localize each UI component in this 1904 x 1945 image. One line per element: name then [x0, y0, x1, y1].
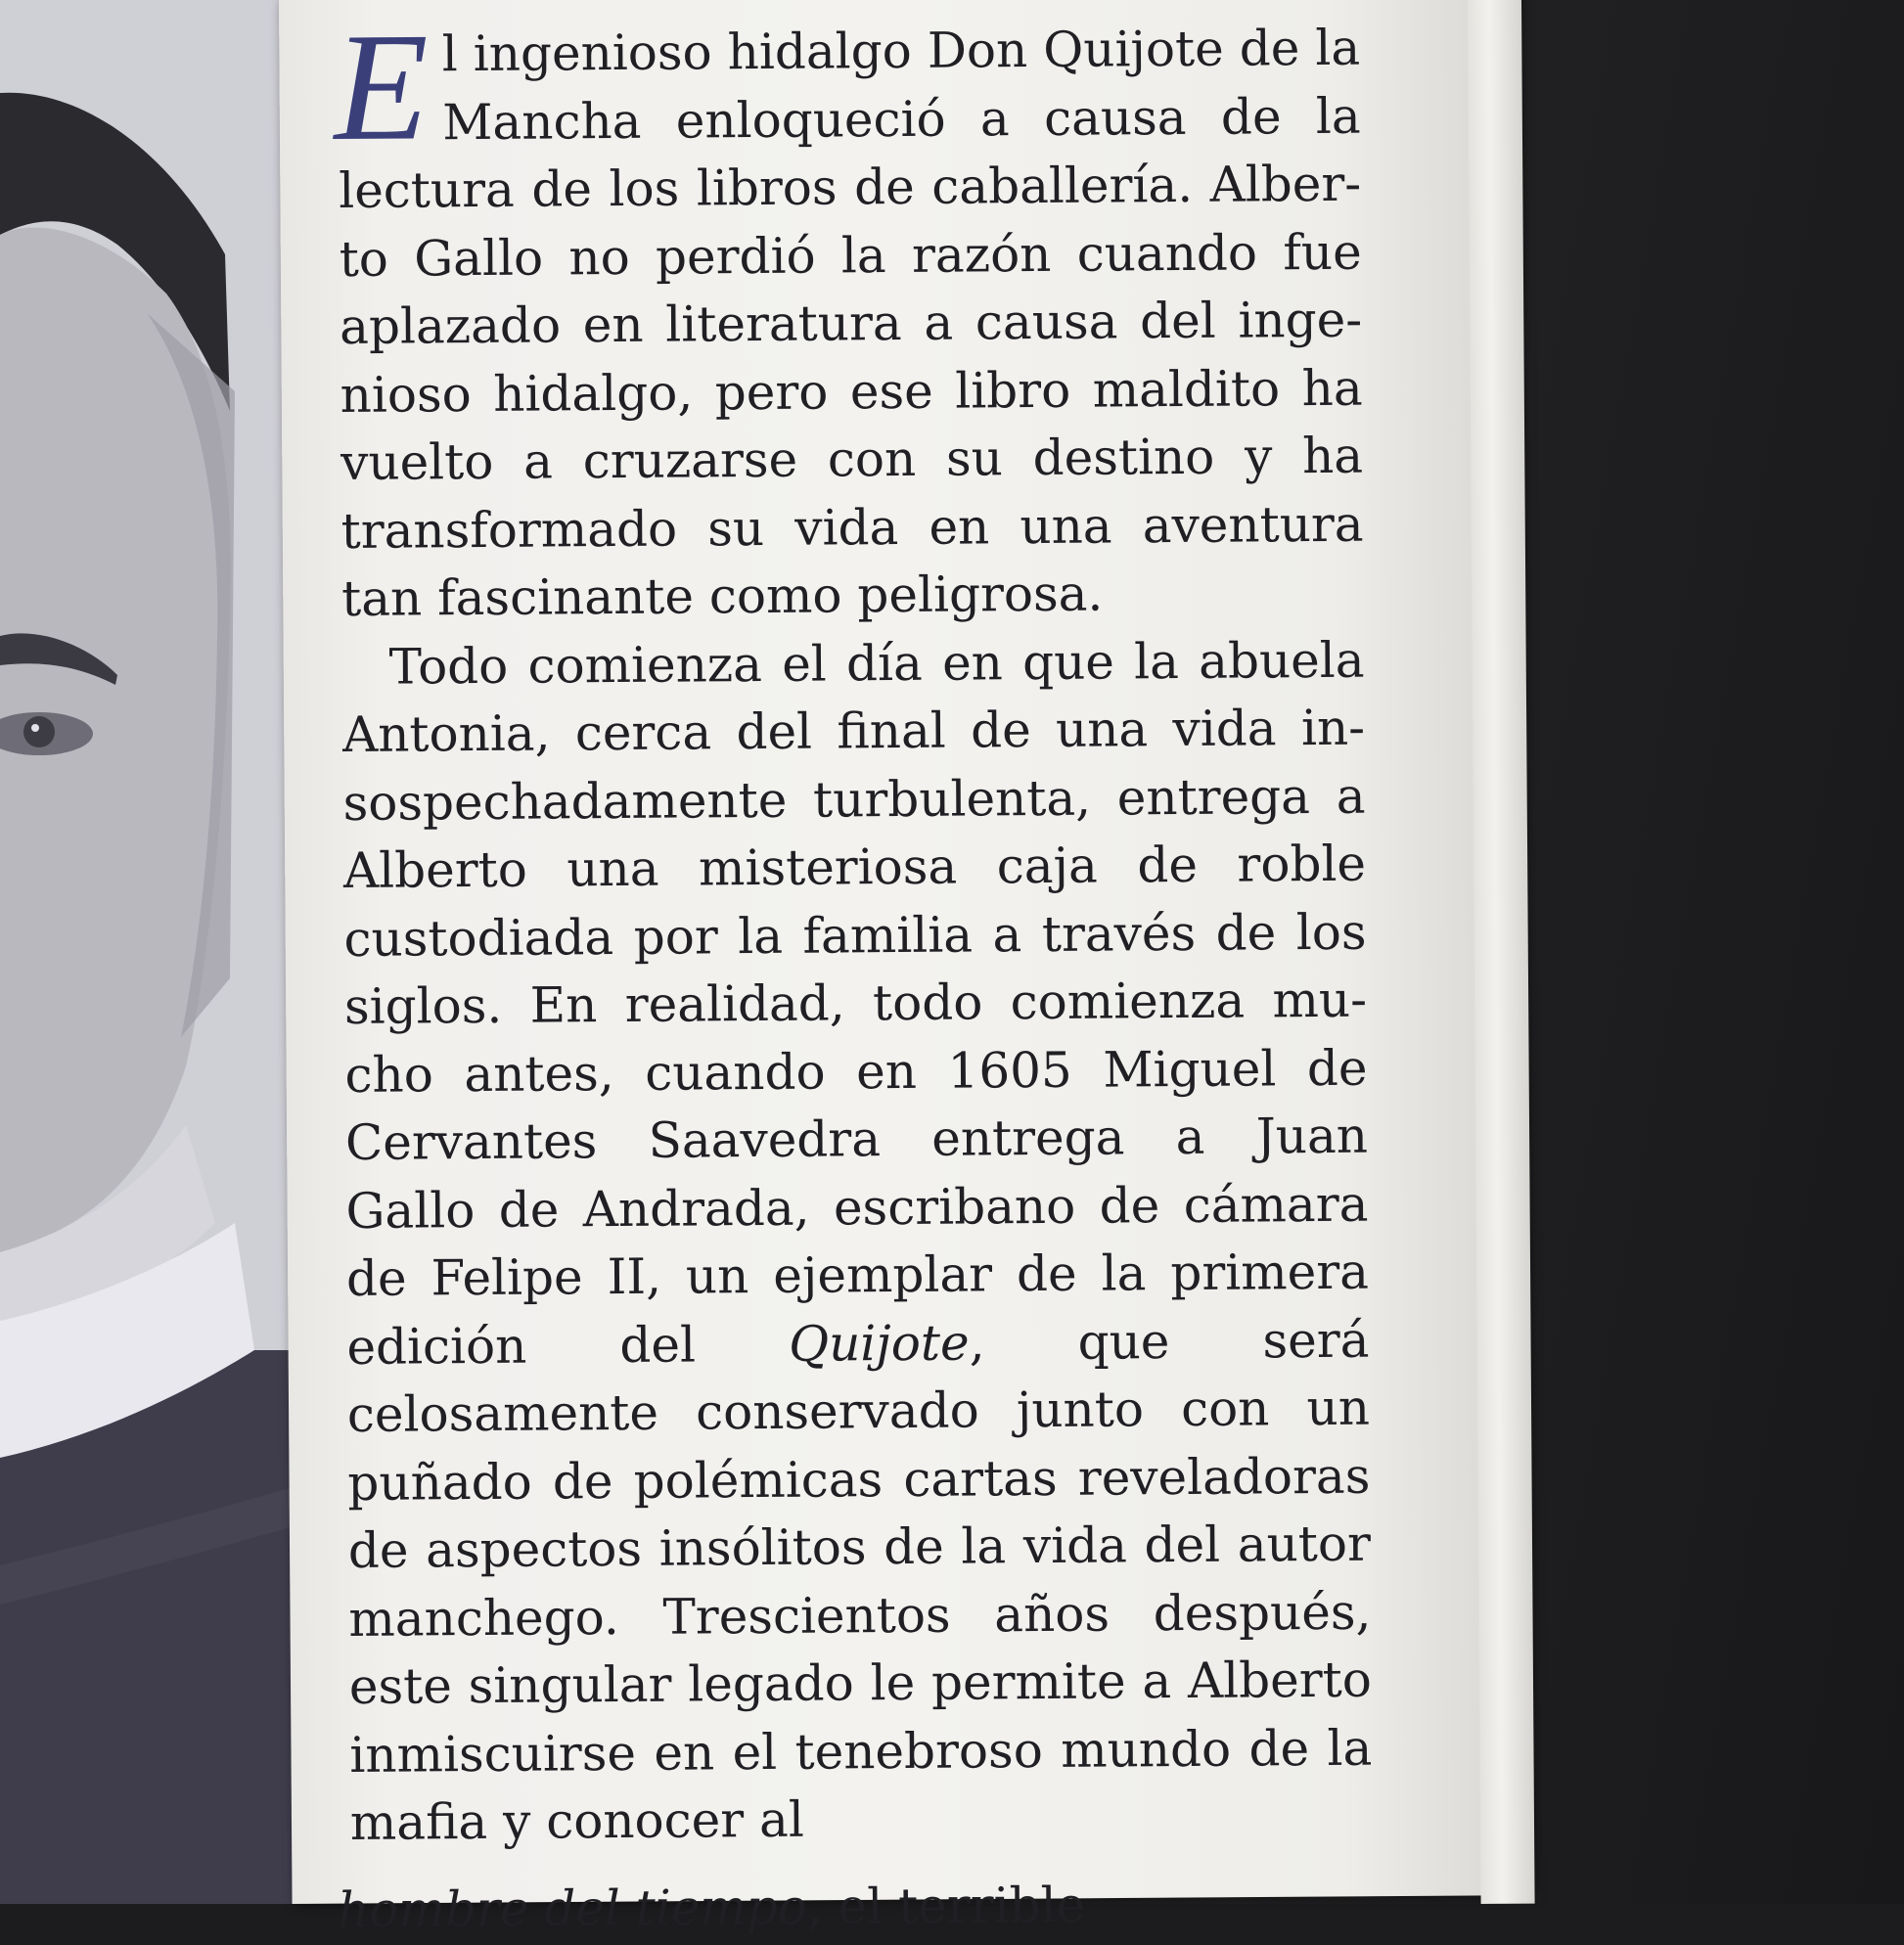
author-portrait-illustration: [0, 0, 294, 1904]
author-photo: [0, 0, 294, 1904]
synopsis-text: [333, 1, 1373, 1858]
synopsis-paragraph-1: [333, 1, 1364, 634]
synopsis-paragraph-2: [341, 626, 1373, 1857]
paragraph-2-text-a: Todo comienza el día en que la abuela Antonia, cerca del final de una vida insospechadamente turbulenta, entrega a Alberto una misteriosa caja de roble custodiada por la familia a través de los siglos. En realidad, todo comienza mucho antes, cuando en 1605 Miguel de Cervantes Saavedra entrega a Juan Gallo de Andrada, escribano de cámara de Felipe II, un ejemplar de la primera edición del: [341, 631, 1370, 1376]
drop-cap: E: [333, 1, 430, 174]
paragraph-1-text: l ingenioso hidalgo Don Quijote de la Mancha enloqueció a causa de la lectura de los libros de caballería. Alberto Gallo no perdió la razón cuando fue aplazado en literatura a causa del ingenioso hidalgo, pero ese libro maldito ha vuelto a cruzarse con su destino y ha transformado su vida en una aventura tan fascinante como peligrosa.: [339, 19, 1364, 627]
cutoff-italic: hombre del tiempo: [337, 1878, 808, 1939]
book-title-italic: Quijote: [788, 1314, 970, 1373]
paragraph-2-text-b: , que será celosamente conservado junto con un puñado de polémicas cartas reveladoras de aspectos insólitos de la vida del autor manchego. Trescientos años después, este singular legado le permite a Alberto inmiscuirse en el tenebroso mundo de la mafia y conocer al: [346, 1311, 1373, 1851]
cutoff-tail: , el terrible: [806, 1877, 1086, 1936]
cutoff-text-line: [337, 1871, 1316, 1939]
